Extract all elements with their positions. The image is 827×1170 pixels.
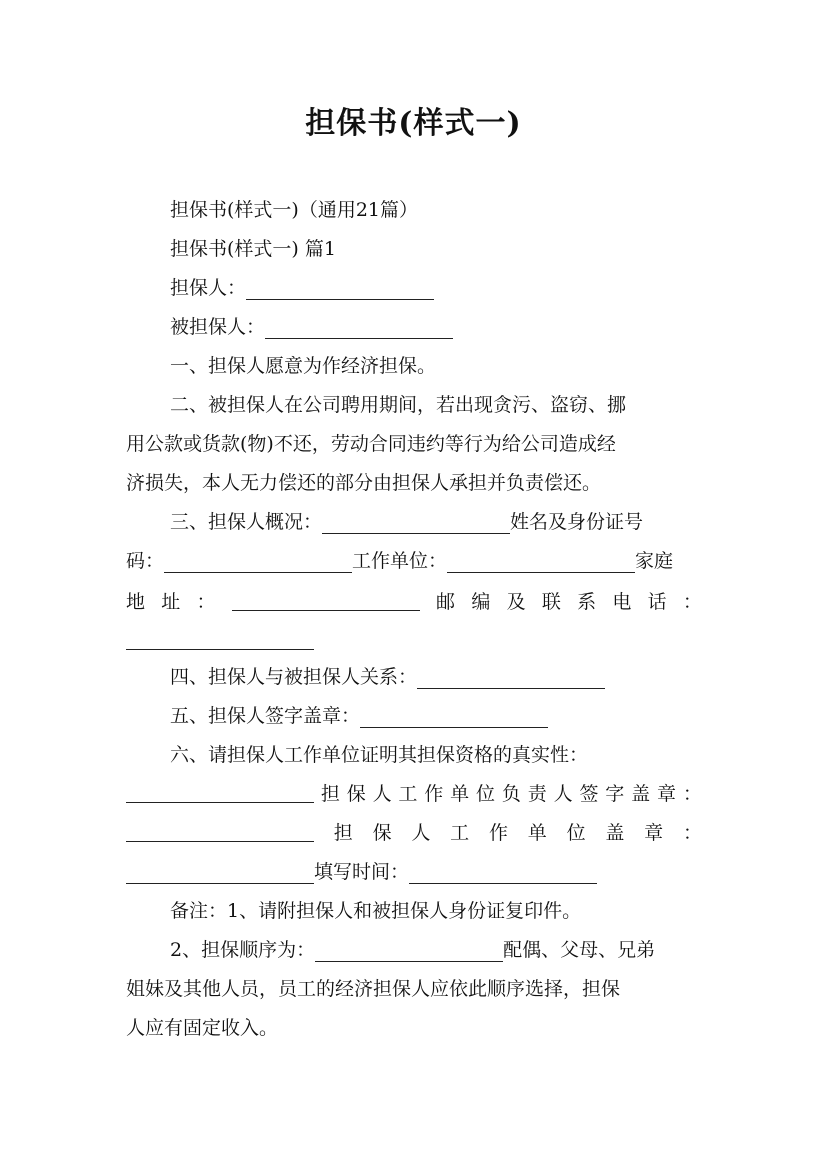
guaranteed-label: 被担保人：: [170, 316, 266, 338]
unit-seal-char: 担: [333, 822, 353, 844]
clause-6-line-4: [126, 860, 597, 884]
relationship-blank[interactable]: [417, 668, 605, 689]
fill-time-blank[interactable]: [409, 863, 597, 884]
contact-char: 话: [647, 591, 667, 613]
clause-2-line-2: 用公款或货款(物)不还，劳动合同违约等行为给公司造成经: [126, 433, 616, 455]
note-2-order: 配偶、父母、兄弟: [503, 939, 656, 961]
head-signature-blank[interactable]: [126, 821, 314, 842]
overview-blank[interactable]: [322, 513, 510, 534]
head-sign-char: 作: [424, 783, 444, 805]
guarantor-line: [170, 276, 434, 300]
head-sign-char: 签: [579, 783, 599, 805]
contact-char: 及: [506, 591, 526, 613]
guarantor-signature-blank[interactable]: [360, 707, 548, 728]
document-subtitle: 担保书(样式一)（通用21篇）: [170, 199, 419, 221]
clause-3-work-label: 工作单位：: [352, 550, 448, 572]
clause-2-line-3: 济损失，本人无力偿还的部分由担保人承担并负责偿还。: [126, 472, 602, 494]
clause-6-line-3: [126, 821, 702, 845]
contact-char: ：: [682, 591, 702, 613]
head-sign-char: 责: [527, 783, 547, 805]
order-blank[interactable]: [315, 941, 503, 962]
contact-char: 邮: [436, 591, 456, 613]
unit-proof-blank[interactable]: [126, 782, 314, 803]
fill-time-label: 填写时间：: [314, 861, 410, 883]
unit-seal-blank[interactable]: [126, 863, 314, 884]
head-sign-char: 章: [657, 783, 677, 805]
clause-3-code-label: 码：: [126, 550, 165, 572]
address-blank[interactable]: [232, 590, 420, 611]
section-heading: 担保书(样式一) 篇1: [170, 238, 336, 260]
clause-3-home-label: 家庭: [635, 550, 674, 572]
note-2-line-3: 人应有固定收入。: [126, 1017, 279, 1039]
unit-seal-char: 人: [411, 822, 431, 844]
head-sign-char: 保: [346, 783, 366, 805]
clause-3-line-3: [126, 590, 702, 614]
note-1: 备注：1、请附担保人和被担保人身份证复印件。: [170, 900, 582, 922]
note-2-line-2: 姐妹及其他人员，员工的经济担保人应依此顺序选择，担保: [126, 978, 621, 1000]
unit-seal-char: 作: [488, 822, 508, 844]
clause-5: [170, 704, 548, 728]
contact-char: 编: [471, 591, 491, 613]
unit-seal-char: ：: [682, 822, 702, 844]
head-sign-char: 担: [320, 783, 340, 805]
guaranteed-blank[interactable]: [265, 318, 453, 339]
id-number-blank[interactable]: [164, 552, 352, 573]
guaranteed-line: [170, 315, 453, 339]
note-2-label: 2、担保顺序为：: [170, 939, 316, 961]
postcode-phone-blank[interactable]: [126, 629, 314, 650]
contact-char: 电: [612, 591, 632, 613]
head-sign-char: 人: [553, 783, 573, 805]
clause-3-line-1: [170, 510, 643, 534]
addr-char: ：: [196, 591, 216, 613]
unit-seal-char: 盖: [605, 822, 625, 844]
clause-3-name-id: 姓名及身份证号: [510, 511, 644, 533]
work-unit-blank[interactable]: [447, 552, 635, 573]
head-sign-char: 工: [398, 783, 418, 805]
clause-4: [170, 665, 605, 689]
clause-6-line-2: [126, 782, 702, 806]
head-sign-char: ：: [682, 783, 702, 805]
head-sign-char: 人: [372, 783, 392, 805]
head-sign-char: 位: [476, 783, 496, 805]
clause-3-line-4: [126, 626, 314, 650]
contact-char: 联: [541, 591, 561, 613]
guarantor-label: 担保人：: [170, 277, 247, 299]
clause-5-label: 五、担保人签字盖章：: [170, 705, 361, 727]
clause-2-line-1: 二、被担保人在公司聘用期间，若出现贪污、盗窃、挪: [170, 394, 627, 416]
head-sign-char: 字: [605, 783, 625, 805]
document-title: 担保书(样式一): [305, 106, 522, 141]
unit-seal-char: 单: [527, 822, 547, 844]
clause-6-line-1: 六、请担保人工作单位证明其担保资格的真实性：: [170, 744, 589, 766]
contact-char: 系: [577, 591, 597, 613]
addr-char: 址: [161, 591, 181, 613]
unit-seal-char: 工: [450, 822, 470, 844]
note-2-line-1: [170, 938, 655, 962]
head-sign-char: 负: [501, 783, 521, 805]
clause-3-line-2: [126, 549, 673, 573]
unit-seal-char: 位: [566, 822, 586, 844]
head-sign-char: 盖: [631, 783, 651, 805]
addr-char: 地: [126, 591, 146, 613]
guarantor-blank[interactable]: [246, 279, 434, 300]
head-sign-char: 单: [450, 783, 470, 805]
clause-4-label: 四、担保人与被担保人关系：: [170, 666, 418, 688]
unit-seal-char: 章: [644, 822, 664, 844]
clause-1: 一、担保人愿意为作经济担保。: [170, 355, 437, 377]
clause-3-label: 三、担保人概况：: [170, 511, 323, 533]
unit-seal-char: 保: [372, 822, 392, 844]
